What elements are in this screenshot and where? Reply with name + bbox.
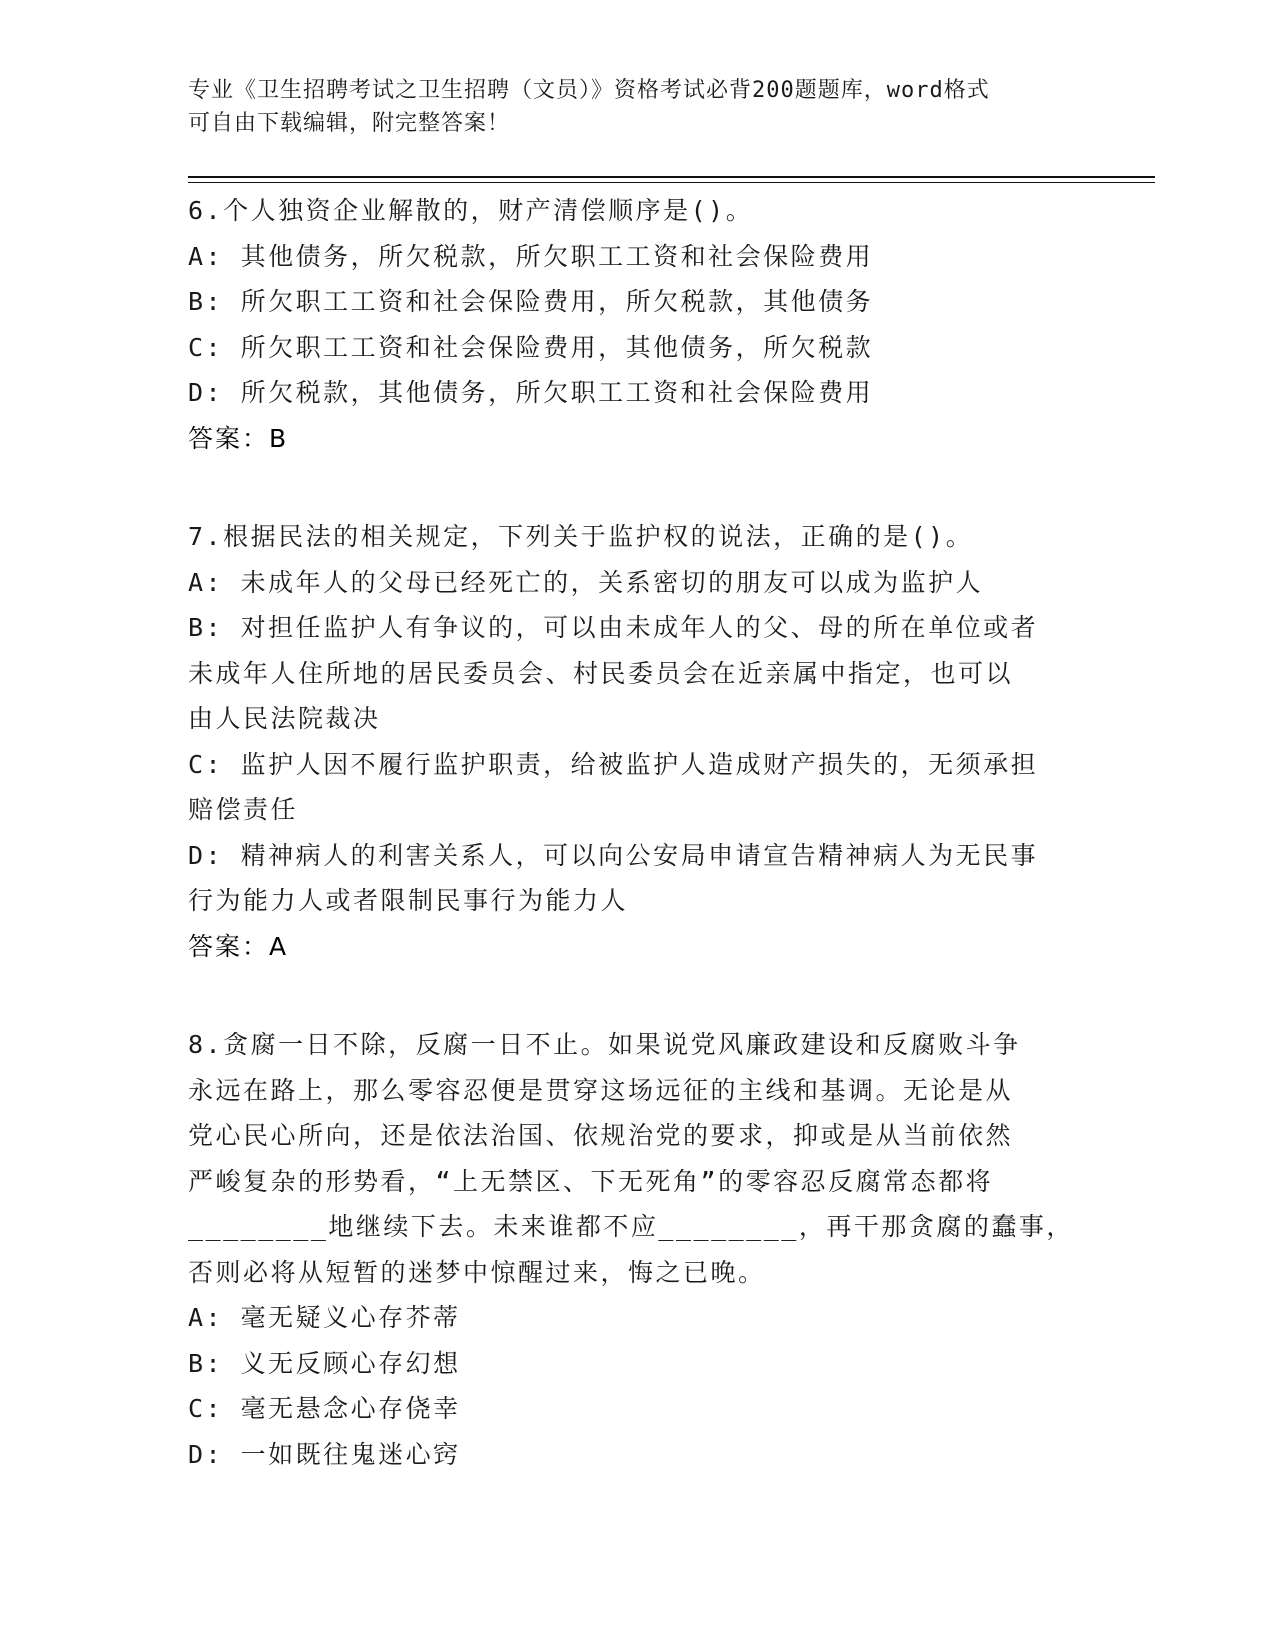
question-7-option-a: A: 未成年人的父母已经死亡的，关系密切的朋友可以成为监护人 — [188, 567, 984, 597]
question-7-option-d-cont: 行为能力人或者限制民事行为能力人 — [188, 886, 629, 915]
question-8-option-b: B: 义无反顾心存幻想 — [188, 1348, 461, 1378]
question-8-option-d: D: 一如既往鬼迷心窍 — [188, 1439, 461, 1469]
question-8-stem-3: 党心民心所向，还是依法治国、依规治党的要求，抑或是从当前依然 — [188, 1121, 1014, 1150]
question-7-option-c: C: 监护人因不履行监护职责，给被监护人造成财产损失的，无须承担 — [188, 749, 1039, 779]
question-6-option-b: B: 所欠职工工资和社会保险费用，所欠税款，其他债务 — [188, 287, 874, 316]
question-7-option-d: D: 精神病人的利害关系人，可以向公安局申请宣告精神病人为无民事 — [188, 840, 1039, 870]
question-8-option-c: C: 毫无悬念心存侥幸 — [188, 1394, 461, 1423]
question-7-option-c-cont: 赔偿责任 — [188, 795, 299, 824]
question-6-option-c: C: 所欠职工工资和社会保险费用，其他债务，所欠税款 — [188, 332, 874, 362]
question-8 — [188, 1022, 1088, 1477]
answer-value: A — [269, 931, 289, 961]
document-header — [188, 74, 1088, 140]
question-8-stem-1: 8.贪腐一日不除，反腐一日不止。如果说党风廉政建设和反腐败斗争 — [188, 1030, 1021, 1059]
answer-label: 答案： — [188, 931, 270, 961]
question-8-stem-4: 严峻复杂的形势看，“上无禁区、下无死角”的零容忍反腐常态都将 — [188, 1166, 994, 1196]
question-6-option-d: D: 所欠税款，其他债务，所欠职工工资和社会保险费用 — [188, 378, 874, 407]
question-7-answer — [188, 924, 1088, 970]
header-line-2: 可自由下载编辑，附完整答案！ — [188, 111, 511, 136]
answer-label: 答案： — [188, 423, 270, 453]
header-rule-thick — [188, 176, 1155, 178]
question-6 — [188, 188, 1088, 461]
question-8-stem-5: ________地继续下去。未来谁都不应________，再干那贪腐的蠢事， — [188, 1212, 1074, 1241]
header-line-1: 专业《卫生招聘考试之卫生招聘（文员）》资格考试必背200题题库，word格式 — [188, 78, 990, 103]
answer-value: B — [269, 423, 289, 453]
header-rule-thin — [188, 182, 1155, 183]
question-7 — [188, 514, 1088, 969]
question-8-option-a: A: 毫无疑义心存芥蒂 — [188, 1303, 461, 1332]
question-6-answer — [188, 416, 1088, 462]
question-8-stem-2: 永远在路上，那么零容忍便是贯穿这场远征的主线和基调。无论是从 — [188, 1075, 1014, 1105]
question-7-option-b-cont-1: 未成年人住所地的居民委员会、村民委员会在近亲属中指定，也可以 — [188, 658, 1014, 688]
question-7-option-b-cont-2: 由人民法院裁决 — [188, 704, 381, 733]
question-7-stem: 7.根据民法的相关规定，下列关于监护权的说法，正确的是()。 — [188, 522, 974, 551]
question-7-option-b: B: 对担任监护人有争议的，可以由未成年人的父、母的所在单位或者 — [188, 613, 1039, 642]
question-6-stem: 6.个人独资企业解散的，财产清偿顺序是()。 — [188, 196, 754, 225]
question-list — [188, 188, 1088, 1530]
question-8-stem-6: 否则必将从短暂的迷梦中惊醒过来，悔之已晚。 — [188, 1257, 766, 1287]
question-6-option-a: A: 其他债务，所欠税款，所欠职工工资和社会保险费用 — [188, 241, 874, 271]
